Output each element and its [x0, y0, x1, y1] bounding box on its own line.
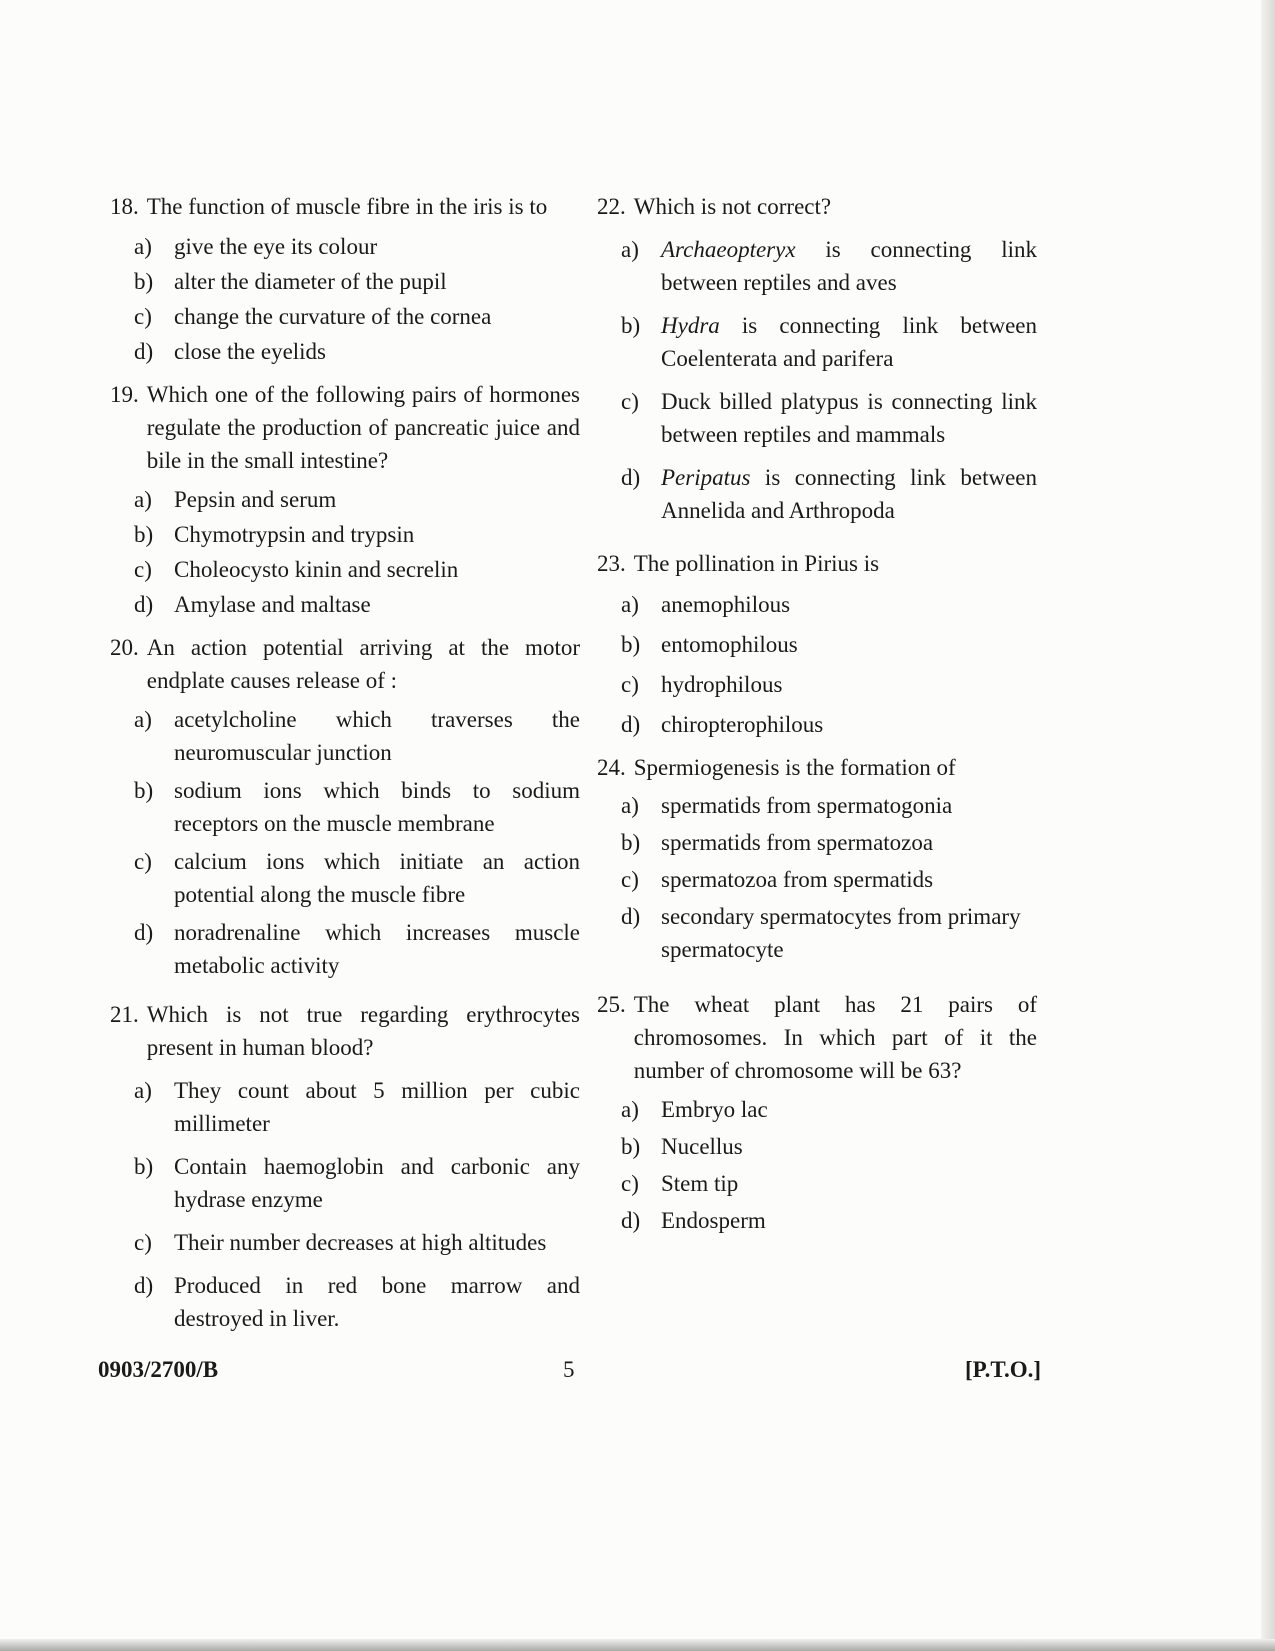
option-d: d) chiropterophilous — [621, 712, 824, 737]
option-b: b) alter the diameter of the pupil — [134, 269, 447, 294]
option-a: a) Pepsin and serum — [134, 487, 337, 512]
question-19 — [110, 378, 580, 621]
option-c: c) change the curvature of the cornea — [134, 304, 492, 329]
option-c: c) calcium ions which initiate an action potential along the muscle fibre — [134, 849, 580, 907]
question-text: The function of muscle fibre in the iris is to — [146, 194, 548, 219]
question-number: 22. — [597, 194, 626, 219]
please-turn-over: [P.T.O.] — [965, 1357, 1042, 1382]
option-d: d) Endosperm — [621, 1208, 766, 1233]
question-number: 24. — [597, 755, 626, 780]
option-d: d) Produced in red bone marrow and destroyed in liver. — [134, 1273, 580, 1331]
question-18 — [110, 190, 580, 368]
right-column — [597, 190, 1037, 1237]
question-text: Which is not true regarding erythrocytes present in human blood? — [146, 1002, 580, 1060]
page-bottom-shadow — [0, 1639, 1275, 1651]
option-a: a) Embryo lac — [621, 1097, 768, 1122]
page-edge-shadow — [1261, 0, 1275, 1651]
left-column — [110, 190, 580, 1335]
question-text: Spermiogenesis is the formation of — [633, 755, 956, 780]
option-a: a) acetylcholine which traverses the neuromuscular junction — [134, 707, 580, 765]
question-text: The wheat plant has 21 pairs of chromosomes. In which part of it the number of chromosome will be 63? — [633, 992, 1037, 1083]
option-c: c) Choleocysto kinin and secrelin — [134, 557, 459, 582]
question-23 — [597, 547, 1037, 741]
option-b: b) Nucellus — [621, 1134, 743, 1159]
question-21 — [110, 998, 580, 1335]
question-number: 25. — [597, 992, 626, 1017]
question-number: 21. — [110, 1002, 139, 1027]
option-c: c) Their number decreases at high altitudes — [134, 1230, 547, 1255]
option-c: c) Stem tip — [621, 1171, 739, 1196]
question-text: The pollination in Pirius is — [633, 551, 880, 576]
option-d: d) close the eyelids — [134, 339, 327, 364]
option-b: b) spermatids from spermatozoa — [621, 830, 934, 855]
question-number: 18. — [110, 194, 139, 219]
question-number: 23. — [597, 551, 626, 576]
question-number: 19. — [110, 382, 139, 407]
option-d: d) noradrenaline which increases muscle metabolic activity — [134, 920, 580, 978]
option-b: b) Contain haemoglobin and carbonic any hydrase enzyme — [134, 1154, 580, 1212]
question-text: Which one of the following pairs of hormones regulate the production of pancreatic juice and bile in the small intestine? — [146, 382, 580, 473]
option-a: a) Archaeopteryx is connecting link between reptiles and aves — [621, 237, 1037, 295]
option-c: c) hydrophilous — [621, 672, 783, 697]
option-a: a) give the eye its colour — [134, 234, 378, 259]
option-a: a) They count about 5 million per cubic millimeter — [134, 1078, 580, 1136]
option-a: a) spermatids from spermatogonia — [621, 793, 953, 818]
option-d: d) Peripatus is connecting link between Annelida and Arthropoda — [621, 465, 1037, 523]
question-22 — [597, 190, 1037, 527]
option-d: d) secondary spermatocytes from primary spermatocyte — [621, 904, 1021, 962]
question-text: An action potential arriving at the motor endplate causes release of : — [146, 635, 580, 693]
option-c: c) Duck billed platypus is connecting link between reptiles and mammals — [621, 389, 1037, 447]
question-25 — [597, 988, 1037, 1237]
page-number: 5 — [563, 1357, 575, 1382]
option-b: b) sodium ions which binds to sodium receptors on the muscle membrane — [134, 778, 580, 836]
question-24 — [597, 751, 1037, 966]
question-number: 20. — [110, 635, 139, 660]
question-20 — [110, 631, 580, 982]
option-b: b) Hydra is connecting link between Coelenterata and parifera — [621, 313, 1037, 371]
option-b: b) entomophilous — [621, 632, 798, 657]
paper-code: 0903/2700/B — [98, 1357, 219, 1382]
option-c: c) spermatozoa from spermatids — [621, 867, 934, 892]
option-b: b) Chymotrypsin and trypsin — [134, 522, 415, 547]
option-d: d) Amylase and maltase — [134, 592, 371, 617]
question-text: Which is not correct? — [633, 194, 832, 219]
option-a: a) anemophilous — [621, 592, 791, 617]
